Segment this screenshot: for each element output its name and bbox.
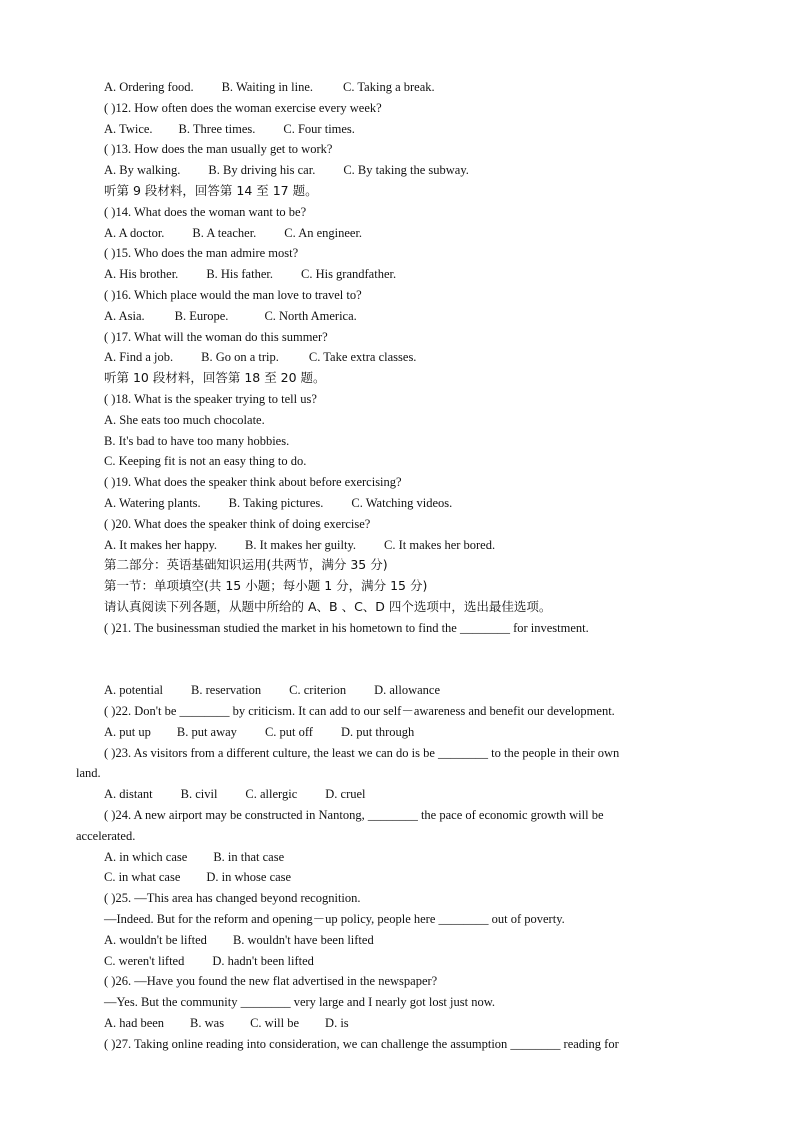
q25-options-row1 [104, 932, 374, 948]
option-a: A. in which case [104, 850, 188, 864]
section-one-heading: 第一节：单项填空(共 15 小题；每小题 1 分，满分 15 分) [104, 578, 428, 593]
option-d: D. hadn't been lifted [212, 954, 314, 968]
option-c: C. Four times. [283, 122, 355, 136]
q14-options [104, 225, 362, 241]
q21-options [104, 682, 440, 698]
q27-stem: ( )27. Taking online reading into consideration, we can challenge the assumption ________ reading for [104, 1037, 619, 1051]
q25-options-row2 [104, 953, 314, 969]
q18-stem: ( )18. What is the speaker trying to tell us? [104, 392, 317, 406]
q25-stem: ( )25. —This area has changed beyond recognition. [104, 891, 361, 905]
option-b: B. in that case [213, 850, 285, 864]
option-b: B. wouldn't have been lifted [232, 933, 374, 947]
option-d: D. in whose case [206, 870, 292, 884]
option-b: B. Go on a trip. [201, 350, 279, 364]
q24-stem: ( )24. A new airport may be constructed in Nantong, ________ the pace of economic growth will be [104, 808, 604, 822]
option-b: B. A teacher. [192, 226, 257, 240]
option-a: A. put up [104, 725, 151, 739]
option-a: A. had been [104, 1016, 165, 1030]
option-a: A. wouldn't be lifted [104, 933, 207, 947]
option-c: C. It makes her bored. [384, 538, 496, 552]
q23-options [104, 786, 366, 802]
option-b: B. civil [180, 787, 218, 801]
q16-options [104, 308, 357, 324]
q11-options [104, 79, 435, 95]
q25-stem-continued: —Indeed. But for the reform and opening－up policy, people here ________ out of poverty. [104, 912, 565, 926]
option-c: C. in what case [104, 870, 181, 884]
q19-stem: ( )19. What does the speaker think about before exercising? [104, 475, 402, 489]
q18-option-c: C. Keeping fit is not an easy thing to do. [104, 454, 307, 468]
option-b: B. By driving his car. [208, 163, 316, 177]
option-a: A. A doctor. [104, 226, 165, 240]
q18-option-a: A. She eats too much chocolate. [104, 413, 265, 427]
section-9-heading: 听第 9 段材料，回答第 14 至 17 题。 [104, 183, 318, 198]
option-c: C. By taking the subway. [343, 163, 469, 177]
q14-stem: ( )14. What does the woman want to be? [104, 205, 307, 219]
q12-stem: ( )12. How often does the woman exercise every week? [104, 101, 382, 115]
q21-stem: ( )21. The businessman studied the market in his hometown to find the ________ for investment. [104, 621, 589, 635]
q24-options-row1 [104, 849, 284, 865]
option-c: C. weren't lifted [104, 954, 185, 968]
q17-options [104, 349, 416, 365]
option-b: B. Three times. [178, 122, 256, 136]
option-a: A. Ordering food. [104, 80, 194, 94]
option-a: A. distant [104, 787, 153, 801]
option-a: A. His brother. [104, 267, 179, 281]
q20-stem: ( )20. What does the speaker think of doing exercise? [104, 517, 371, 531]
q22-stem: ( )22. Don't be ________ by criticism. It can add to our self－awareness and benefit our development. [104, 704, 615, 718]
option-b: B. It makes her guilty. [245, 538, 357, 552]
option-b: B. put away [176, 725, 237, 739]
q20-options [104, 537, 495, 553]
option-a: A. Asia. [104, 309, 145, 323]
q23-stem-continued: land. [76, 766, 101, 780]
option-c: C. His grandfather. [300, 267, 397, 281]
q24-stem-continued: accelerated. [76, 829, 136, 843]
option-c: C. Take extra classes. [308, 350, 417, 364]
q17-stem: ( )17. What will the woman do this summer? [104, 330, 328, 344]
option-c: C. allergic [245, 787, 298, 801]
option-a: A. Twice. [104, 122, 153, 136]
option-d: D. cruel [325, 787, 366, 801]
q26-options [104, 1015, 349, 1031]
section-10-heading: 听第 10 段材料，回答第 18 至 20 题。 [104, 370, 326, 385]
option-b: B. Waiting in line. [221, 80, 314, 94]
q19-options [104, 495, 452, 511]
q24-options-row2 [104, 869, 291, 885]
option-a: A. Watering plants. [104, 496, 201, 510]
option-c: C. put off [264, 725, 313, 739]
q15-stem: ( )15. Who does the man admire most? [104, 246, 299, 260]
option-c: C. criterion [289, 683, 347, 697]
q16-stem: ( )16. Which place would the man love to travel to? [104, 288, 362, 302]
q22-options [104, 724, 414, 740]
option-b: B. was [190, 1016, 225, 1030]
option-d: D. put through [340, 725, 415, 739]
option-b: B. His father. [206, 267, 273, 281]
option-a: A. It makes her happy. [104, 538, 218, 552]
q15-options [104, 266, 396, 282]
q23-stem: ( )23. As visitors from a different culture, the least we can do is be ________ to the people in their own [104, 746, 620, 760]
option-c: C. North America. [264, 309, 357, 323]
q26-stem-continued: —Yes. But the community ________ very large and I nearly got lost just now. [104, 995, 496, 1009]
q26-stem: ( )26. —Have you found the new flat advertised in the newspaper? [104, 974, 438, 988]
option-c: C. An engineer. [284, 226, 363, 240]
option-b: B. Europe. [174, 309, 229, 323]
option-b: B. reservation [191, 683, 262, 697]
q12-options [104, 121, 355, 137]
option-b: B. Taking pictures. [228, 496, 324, 510]
q13-options [104, 162, 469, 178]
option-a: A. By walking. [104, 163, 181, 177]
option-a: A. potential [104, 683, 164, 697]
option-c: C. will be [250, 1016, 300, 1030]
q13-stem: ( )13. How does the man usually get to work? [104, 142, 333, 156]
option-d: D. allowance [374, 683, 441, 697]
option-c: C. Watching videos. [351, 496, 453, 510]
q18-option-b: B. It's bad to have too many hobbies. [104, 434, 290, 448]
option-c: C. Taking a break. [343, 80, 435, 94]
option-a: A. Find a job. [104, 350, 174, 364]
section-instructions: 请认真阅读下列各题，从题中所给的 A、B 、C、D 四个选项中，选出最佳选项。 [104, 599, 552, 614]
part-two-heading: 第二部分：英语基础知识运用(共两节，满分 35 分) [104, 557, 388, 572]
option-d: D. is [325, 1016, 349, 1030]
